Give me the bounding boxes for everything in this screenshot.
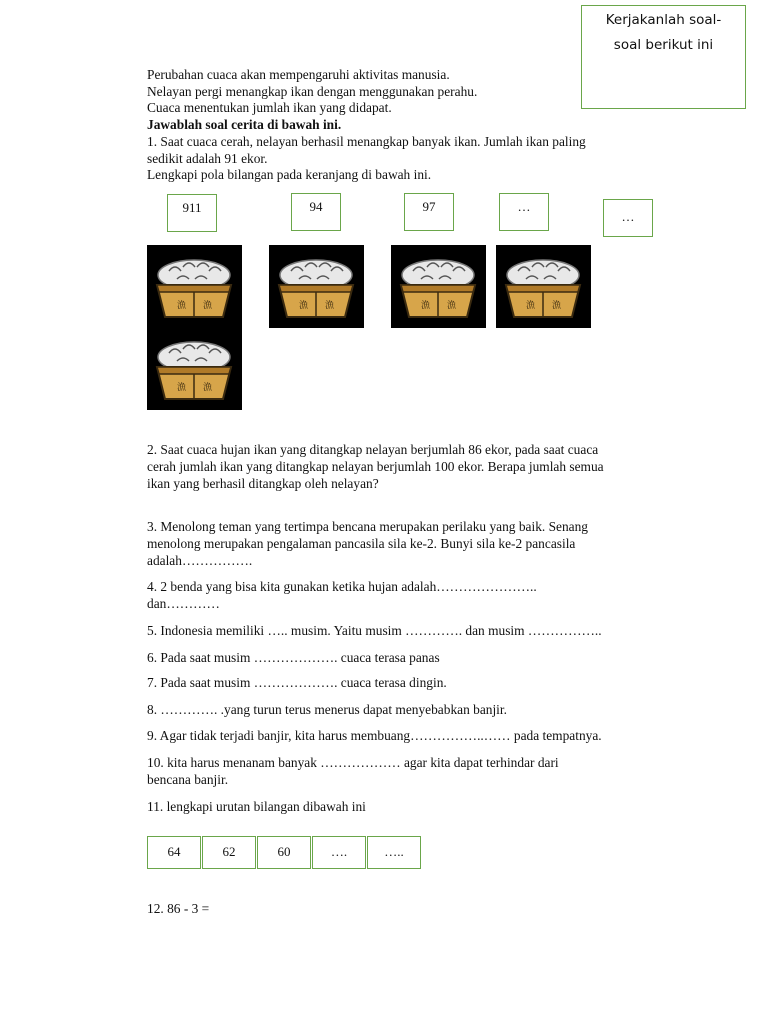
basket-icon bbox=[269, 245, 364, 328]
instruction-line-2: soal berikut ini bbox=[613, 37, 714, 53]
q10-line-1: 10. kita harus menanam banyak ……………… agar kita dapat terhindar dari bbox=[147, 755, 559, 770]
basket-label: 漁 bbox=[325, 301, 335, 311]
section-heading: Jawablah soal cerita di bawah ini. bbox=[147, 117, 342, 132]
q11-line: 11. lengkapi urutan bilangan dibawah ini bbox=[147, 799, 366, 814]
q1-line-2: sedikit adalah 91 ekor. bbox=[147, 151, 268, 166]
q6-line: 6. Pada saat musim ………………. cuaca terasa panas bbox=[147, 650, 440, 665]
basket-icon bbox=[391, 245, 486, 328]
q2-line-2: cerah jumlah ikan yang ditangkap nelayan berjumlah 100 ekor. Berapa jumlah semua bbox=[147, 459, 604, 474]
q2-line-1: 2. Saat cuaca hujan ikan yang ditangkap nelayan berjumlah 86 ekor, pada saat cuaca bbox=[147, 442, 599, 457]
pattern-box[interactable]: 911 bbox=[167, 194, 217, 232]
instruction-line-1: Kerjakanlah soal- bbox=[605, 12, 722, 28]
q8-line: 8. …………. .yang turun terus menerus dapat menyebabkan banjir. bbox=[147, 702, 507, 717]
basket-label: 漁 bbox=[447, 301, 457, 311]
q7-line: 7. Pada saat musim ………………. cuaca terasa dingin. bbox=[147, 675, 447, 690]
basket-icon bbox=[496, 245, 591, 328]
fish-basket-image bbox=[147, 327, 242, 410]
intro-line-1: Perubahan cuaca akan mempengaruhi aktivitas manusia. bbox=[147, 67, 450, 82]
pattern-box[interactable]: … bbox=[603, 199, 653, 237]
q2-line-3: ikan yang berhasil ditangkap oleh nelayan? bbox=[147, 476, 379, 491]
q5-line: 5. Indonesia memiliki ….. musim. Yaitu musim …………. dan musim …………….. bbox=[147, 623, 602, 638]
sequence-box[interactable]: 64 bbox=[147, 836, 201, 869]
q3-line-1: 3. Menolong teman yang tertimpa bencana merupakan perilaku yang baik. Senang bbox=[147, 519, 589, 534]
sequence-box[interactable]: ….. bbox=[367, 836, 421, 869]
q10-line-2: bencana banjir. bbox=[147, 772, 229, 787]
basket-label: 漁 bbox=[299, 301, 309, 311]
basket-label: 漁 bbox=[203, 383, 213, 393]
sequence-box[interactable]: 60 bbox=[257, 836, 311, 869]
q1-line-1: 1. Saat cuaca cerah, nelayan berhasil menangkap banyak ikan. Jumlah ikan paling bbox=[147, 134, 586, 149]
basket-icon bbox=[147, 327, 242, 410]
basket-label: 漁 bbox=[177, 301, 187, 311]
q4-line-2: dan………… bbox=[147, 596, 220, 611]
basket-label: 漁 bbox=[177, 383, 187, 393]
basket-label: 漁 bbox=[526, 301, 536, 311]
q12-line: 12. 86 - 3 = bbox=[147, 901, 210, 916]
q4-line-1: 4. 2 benda yang bisa kita gunakan ketika hujan adalah………………….. bbox=[147, 579, 537, 594]
q1-line-3: Lengkapi pola bilangan pada keranjang di bawah ini. bbox=[147, 167, 432, 182]
intro-line-3: Cuaca menentukan jumlah ikan yang didapat. bbox=[147, 100, 392, 115]
sequence-box[interactable]: …. bbox=[312, 836, 366, 869]
q3-line-3: adalah……………. bbox=[147, 553, 253, 568]
q3-line-2: menolong merupakan pengalaman pancasila sila ke-2. Bunyi sila ke-2 pancasila bbox=[147, 536, 576, 551]
intro-line-2: Nelayan pergi menangkap ikan dengan menggunakan perahu. bbox=[147, 84, 478, 99]
fish-basket-image bbox=[391, 245, 486, 328]
basket-icon bbox=[147, 245, 242, 328]
pattern-box[interactable]: 97 bbox=[404, 193, 454, 231]
fish-basket-image bbox=[269, 245, 364, 328]
fish-basket-image bbox=[147, 245, 242, 328]
basket-label: 漁 bbox=[552, 301, 562, 311]
instruction-box bbox=[581, 5, 746, 109]
pattern-box[interactable]: 94 bbox=[291, 193, 341, 231]
q9-line: 9. Agar tidak terjadi banjir, kita harus membuang……………..…… pada tempatnya. bbox=[147, 728, 602, 743]
basket-label: 漁 bbox=[421, 301, 431, 311]
basket-label: 漁 bbox=[203, 301, 213, 311]
pattern-box[interactable]: … bbox=[499, 193, 549, 231]
fish-basket-image bbox=[496, 245, 591, 328]
sequence-box[interactable]: 62 bbox=[202, 836, 256, 869]
